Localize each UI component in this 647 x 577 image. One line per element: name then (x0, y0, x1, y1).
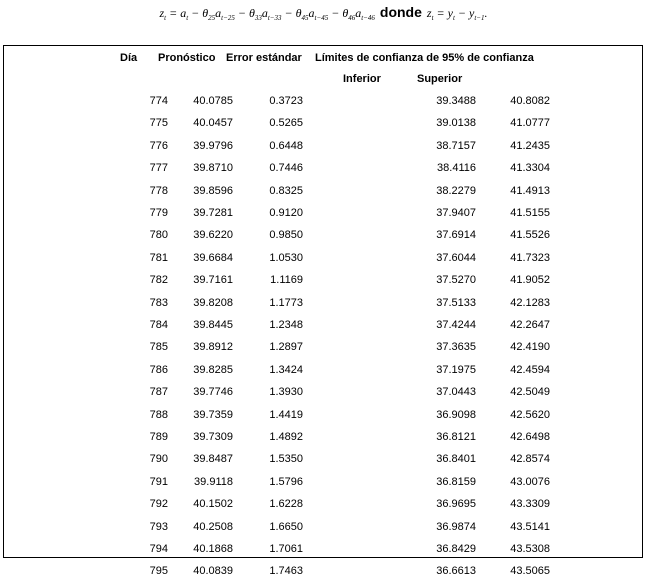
cell-pronostico: 39.6220 (193, 229, 233, 242)
formula-theta-sub: 25 (208, 14, 216, 22)
def-rhs-a-sub: t (452, 14, 455, 22)
cell-error: 0.5265 (269, 117, 303, 130)
header-error: Error estándar (226, 52, 302, 64)
cell-inferior: 36.8401 (436, 453, 476, 466)
cell-dia: 786 (149, 363, 168, 376)
cell-inferior: 36.8159 (436, 475, 476, 488)
formula-theta: θ (202, 6, 209, 20)
cell-superior: 41.2435 (510, 139, 550, 152)
cell-inferior: 36.6613 (436, 565, 476, 577)
formula-term-sub: t−46 (361, 14, 375, 22)
cell-pronostico: 40.0785 (193, 95, 233, 107)
cell-error: 1.0530 (269, 251, 303, 264)
cell-superior: 40.8082 (510, 95, 550, 107)
cell-pronostico: 39.7161 (193, 274, 233, 287)
cell-error: 1.7463 (269, 565, 303, 577)
def-period: . (484, 6, 488, 20)
formula-operator: − (328, 6, 343, 20)
cell-error: 1.2348 (269, 319, 303, 331)
cell-pronostico: 39.6684 (193, 251, 233, 264)
cell-pronostico: 39.8487 (193, 453, 233, 466)
cell-inferior: 37.3635 (436, 341, 476, 354)
cell-error: 0.9120 (269, 207, 303, 219)
cell-pronostico: 39.8596 (193, 184, 233, 197)
cell-inferior: 39.3488 (436, 95, 476, 107)
cell-inferior: 38.4116 (437, 162, 476, 175)
cell-pronostico: 39.8710 (193, 162, 233, 175)
cell-dia: 791 (149, 475, 168, 488)
cell-superior: 43.5065 (510, 565, 550, 577)
header-inferior: Inferior (343, 73, 381, 85)
formula-term-sub: t−45 (314, 14, 329, 22)
cell-dia: 784 (149, 319, 168, 331)
cell-dia: 790 (149, 453, 168, 466)
cell-inferior: 37.6914 (436, 229, 476, 242)
cell-inferior: 36.9695 (436, 498, 476, 511)
header-limites: Límites de confianza de 95% de confianza (315, 52, 534, 64)
cell-inferior: 36.9874 (436, 520, 476, 533)
header-superior: Superior (417, 73, 463, 85)
cell-error: 1.5796 (269, 475, 303, 488)
cell-inferior: 36.8121 (436, 431, 476, 443)
cell-pronostico: 40.1868 (193, 543, 233, 555)
formula-theta-sub: 33 (254, 14, 262, 22)
formula-term-sub: t−33 (267, 14, 282, 22)
cell-superior: 42.6498 (510, 431, 550, 443)
cell-dia: 787 (149, 386, 168, 399)
cell-superior: 41.4913 (510, 184, 550, 197)
cell-dia: 780 (149, 229, 168, 242)
formula-term: a (308, 6, 315, 20)
formula-operator: − (281, 6, 296, 20)
cell-superior: 41.7323 (510, 251, 550, 264)
formula-term: a (261, 6, 268, 20)
cell-error: 1.5350 (269, 453, 303, 466)
def-rhs-b-sub: t−1 (474, 14, 485, 22)
cell-superior: 41.9052 (510, 274, 550, 287)
def-equals: = (433, 6, 448, 20)
cell-pronostico: 39.7746 (193, 386, 233, 399)
formula-equation (159, 6, 374, 20)
cell-inferior: 37.5133 (436, 296, 476, 309)
cell-dia: 793 (149, 520, 168, 533)
cell-inferior: 37.0443 (436, 386, 476, 399)
def-rhs-a: y (447, 6, 453, 20)
cell-dia: 785 (149, 341, 168, 354)
formula-term-sub: t (186, 14, 189, 22)
cell-error: 1.4419 (269, 408, 303, 421)
cell-dia: 781 (149, 251, 168, 264)
cell-pronostico: 39.7281 (193, 207, 233, 219)
cell-pronostico: 40.0839 (193, 565, 233, 577)
formula-definition (427, 6, 488, 20)
cell-superior: 43.5141 (510, 520, 550, 533)
cell-superior: 41.5526 (510, 229, 550, 242)
cell-error: 1.3930 (269, 386, 303, 399)
cell-superior: 42.5620 (510, 408, 550, 421)
cell-dia: 777 (149, 162, 168, 175)
formula-theta: θ (342, 6, 349, 20)
formula-line (0, 4, 647, 28)
cell-superior: 43.5308 (510, 543, 550, 555)
formula-term-sub: t−25 (221, 14, 235, 22)
cell-superior: 42.1283 (510, 296, 550, 309)
formula-operator: − (188, 6, 203, 20)
header-dia: Día (120, 52, 138, 64)
cell-dia: 778 (149, 184, 168, 197)
cell-dia: 783 (149, 296, 168, 309)
cell-error: 0.8325 (269, 184, 303, 197)
cell-inferior: 37.5270 (436, 274, 476, 287)
cell-dia: 775 (149, 117, 168, 130)
cell-inferior: 37.4244 (436, 319, 476, 331)
cell-pronostico: 40.2508 (193, 520, 233, 533)
cell-error: 0.7446 (269, 162, 303, 175)
formula-term: a (180, 6, 187, 20)
formula-theta-sub: 46 (348, 14, 356, 22)
formula-donde: donde (379, 4, 422, 20)
cell-error: 1.1773 (269, 296, 303, 309)
formula-operator: = (166, 6, 181, 20)
cell-error: 0.3723 (269, 95, 303, 107)
cell-superior: 42.5049 (510, 386, 550, 399)
cell-inferior: 38.7157 (436, 139, 476, 152)
cell-superior: 42.4190 (510, 341, 550, 354)
formula-theta: θ (295, 6, 302, 20)
forecast-table (3, 45, 643, 577)
cell-inferior: 39.0138 (436, 117, 476, 130)
cell-inferior: 36.8429 (436, 543, 476, 555)
cell-error: 1.3424 (269, 363, 303, 376)
cell-dia: 788 (149, 408, 168, 421)
cell-superior: 42.2647 (510, 319, 550, 331)
cell-dia: 779 (149, 207, 168, 219)
formula-term: a (355, 6, 362, 20)
cell-superior: 43.3309 (510, 498, 550, 511)
cell-pronostico: 39.8208 (193, 296, 233, 309)
cell-dia: 795 (149, 565, 168, 577)
cell-pronostico: 39.8285 (193, 363, 233, 376)
cell-pronostico: 39.7359 (193, 408, 233, 421)
cell-error: 1.4892 (269, 431, 303, 443)
def-minus: − (454, 6, 470, 20)
cell-superior: 42.4594 (510, 363, 550, 376)
cell-pronostico: 39.8445 (193, 319, 233, 331)
formula-lhs: z (159, 6, 165, 20)
cell-dia: 792 (149, 498, 168, 511)
cell-dia: 782 (149, 274, 168, 287)
cell-superior: 41.5155 (510, 207, 550, 219)
cell-error: 0.9850 (269, 229, 303, 242)
cell-dia: 789 (149, 431, 168, 443)
cell-superior: 41.0777 (510, 117, 550, 130)
cell-error: 0.6448 (269, 139, 303, 152)
cell-dia: 776 (149, 139, 168, 152)
cell-inferior: 37.1975 (436, 363, 476, 376)
cell-dia: 774 (149, 95, 168, 107)
cell-inferior: 36.9098 (436, 408, 476, 421)
cell-pronostico: 39.9118 (194, 475, 233, 488)
cell-inferior: 37.9407 (436, 207, 476, 219)
cell-pronostico: 40.1502 (193, 498, 233, 511)
cell-superior: 41.3304 (510, 162, 550, 175)
cell-error: 1.7061 (269, 543, 303, 555)
cell-superior: 43.0076 (510, 475, 550, 488)
cell-superior: 42.8574 (510, 453, 550, 466)
formula-term: a (215, 6, 222, 20)
cell-error: 1.6650 (269, 520, 303, 533)
formula-theta-sub: 45 (301, 14, 309, 22)
cell-error: 1.6228 (269, 498, 303, 511)
cell-pronostico: 39.8912 (193, 341, 233, 354)
cell-pronostico: 39.7309 (193, 431, 233, 443)
cell-pronostico: 39.9796 (193, 139, 233, 152)
cell-error: 1.2897 (269, 341, 303, 354)
formula-operator: − (234, 6, 249, 20)
def-rhs-b: y (469, 6, 475, 20)
cell-inferior: 37.6044 (436, 251, 476, 264)
cell-error: 1.1169 (270, 274, 303, 287)
def-lhs: z (426, 6, 432, 20)
def-lhs-sub: t (431, 14, 434, 22)
formula-theta: θ (248, 6, 255, 20)
cell-dia: 794 (149, 543, 168, 555)
cell-inferior: 38.2279 (436, 184, 476, 197)
cell-pronostico: 40.0457 (193, 117, 233, 130)
header-pronostico: Pronóstico (158, 52, 216, 64)
formula-lhs-sub: t (164, 14, 167, 22)
